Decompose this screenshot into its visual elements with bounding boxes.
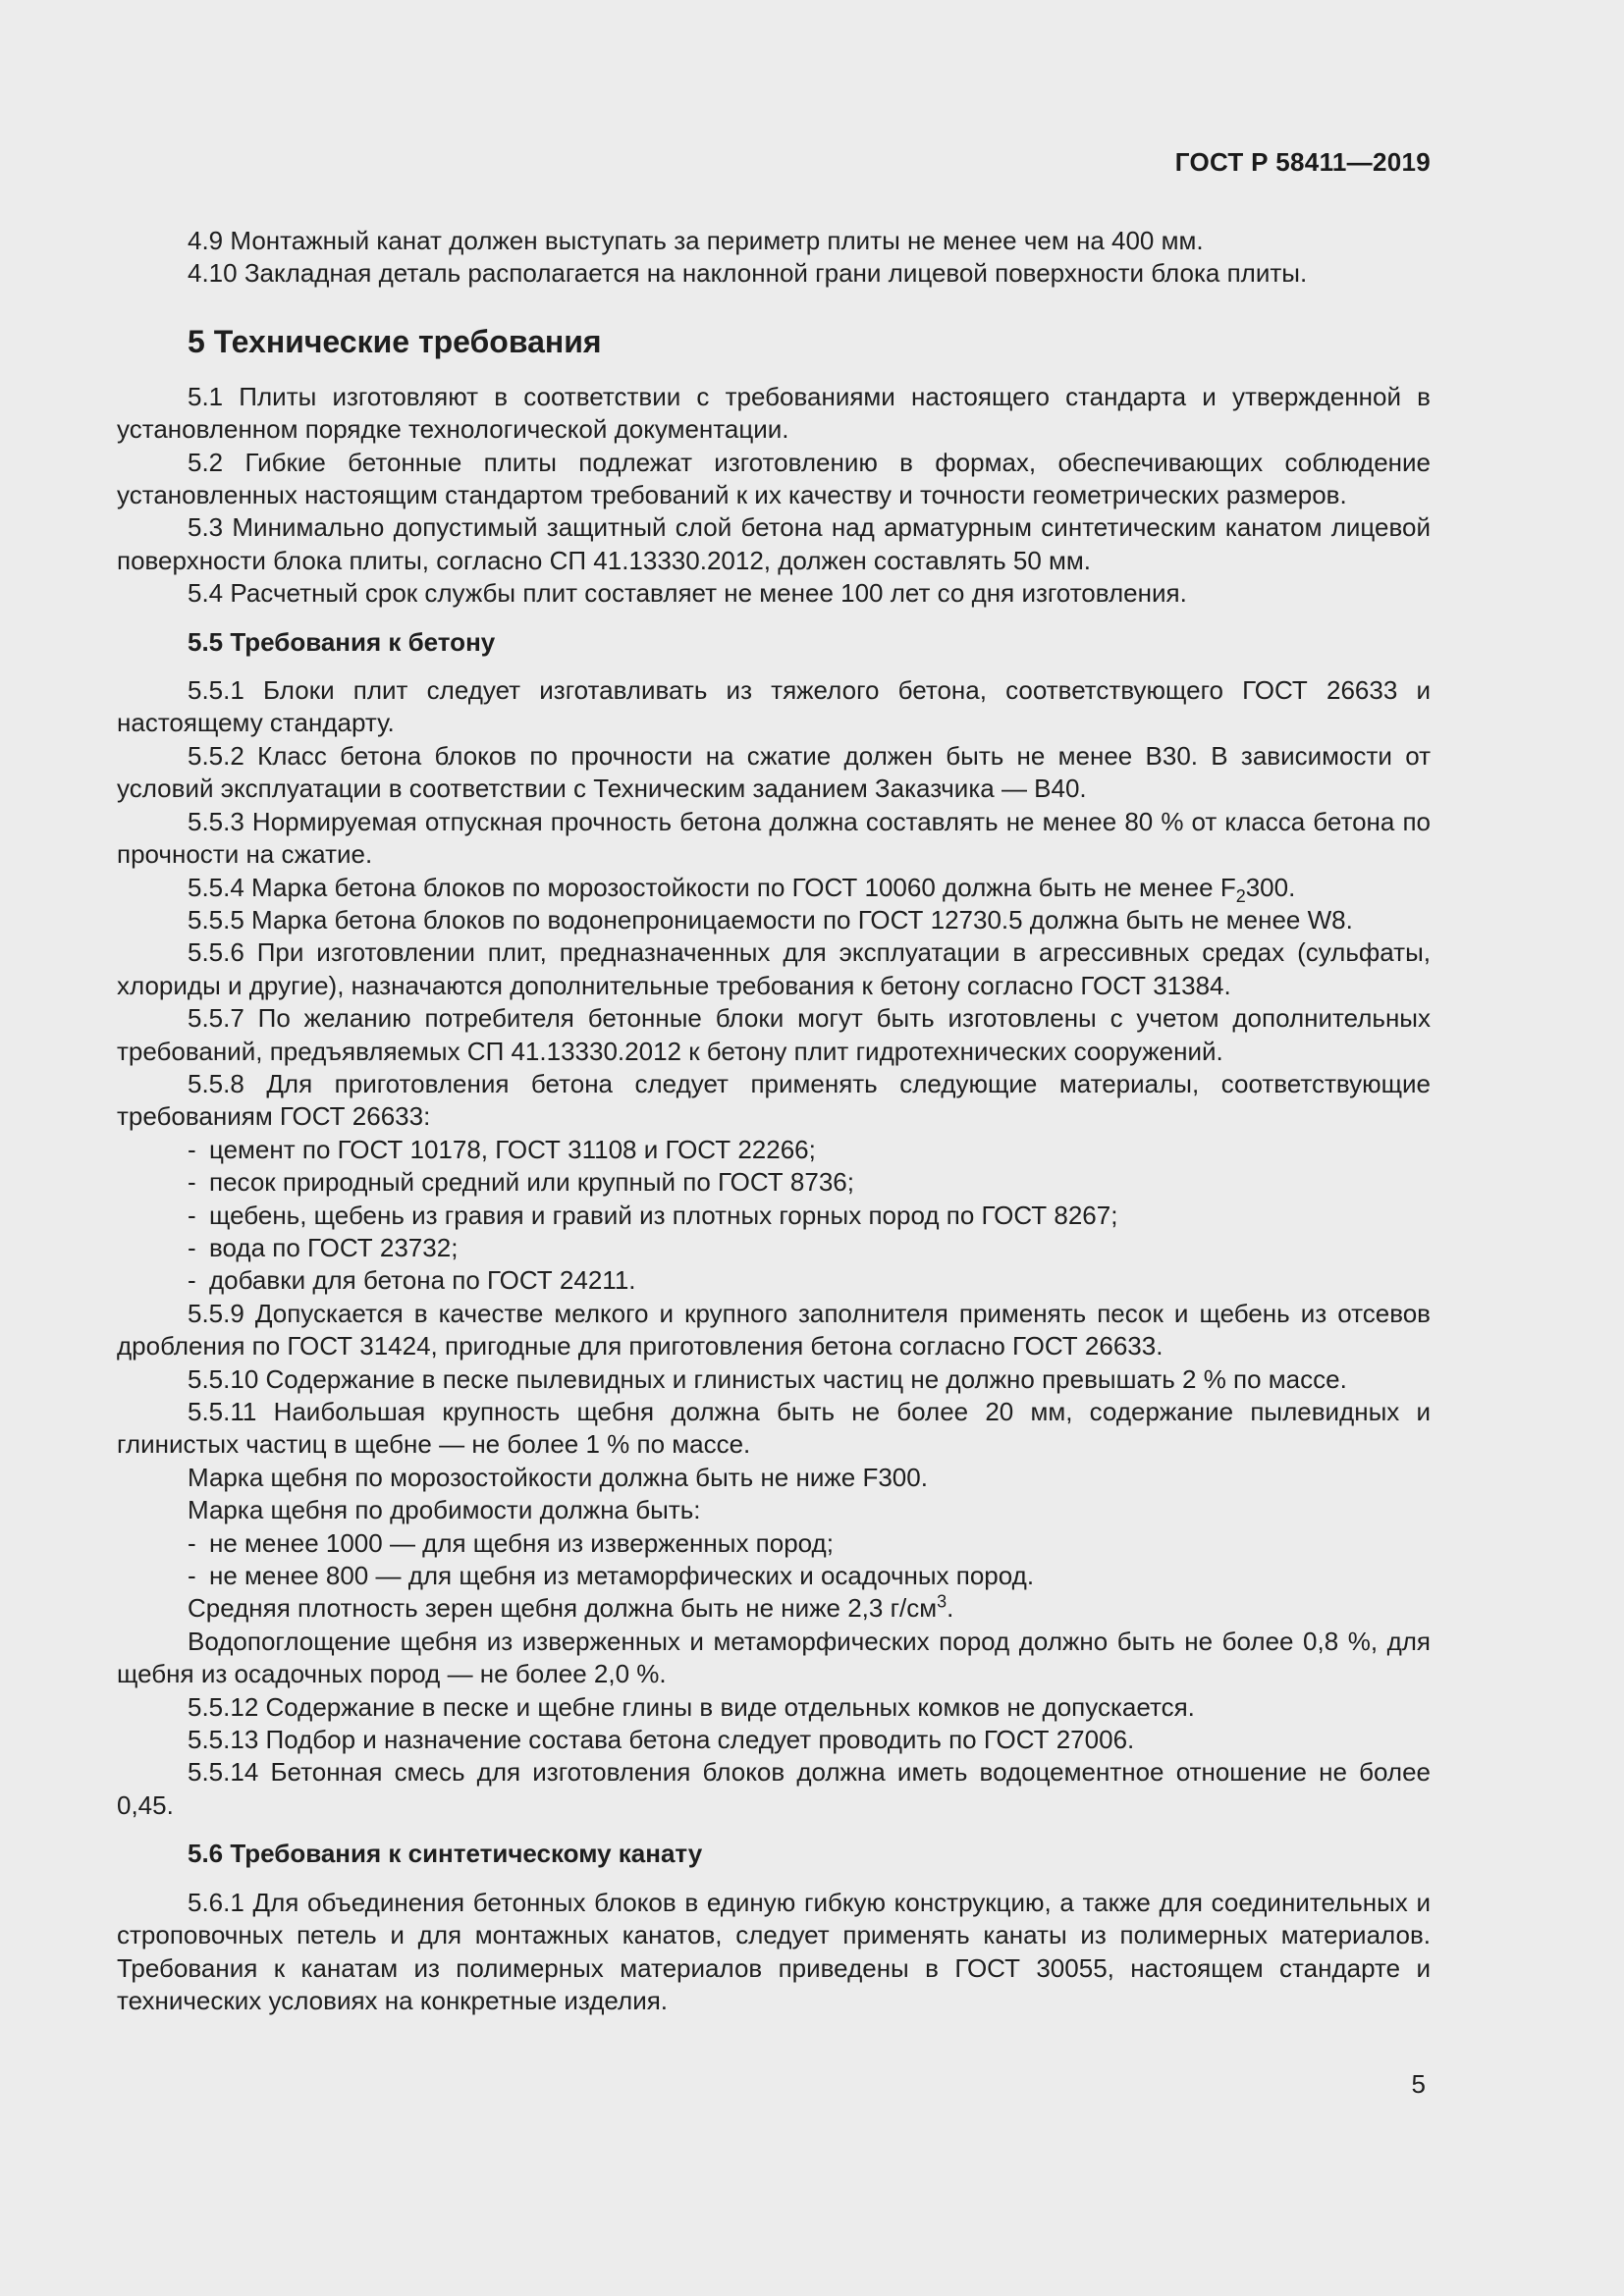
paragraph-frost: Марка щебня по морозостойкости должна быть не ниже F300. (188, 1462, 928, 1492)
list-dash: - (188, 1167, 196, 1198)
list-item (117, 1166, 1431, 1199)
list-item (117, 1560, 1431, 1592)
list-item-text: песок природный средний или крупный по ГОСТ 8736; (209, 1167, 854, 1198)
document-header: ГОСТ Р 58411—2019 (1174, 147, 1431, 177)
list-dash: - (188, 1200, 196, 1230)
list-item (117, 1134, 1431, 1166)
list-item (117, 1264, 1431, 1297)
paragraph-4-10: 4.10 Закладная деталь располагается на наклонной грани лицевой поверхности блока плиты. (188, 258, 1308, 289)
list-dash: - (188, 1134, 196, 1164)
frost-subscript: 2 (1235, 885, 1246, 906)
list-dash: - (188, 1232, 196, 1262)
paragraph-5-3: 5.3 Минимально допустимый защитный слой бетона над арматурным синтетическим канатом лицевой поверхности блока плиты, согласно СП 41.13330.2012, должен составлять 50 мм. (117, 512, 1431, 575)
document-body (117, 225, 1431, 2017)
list-item-text: не менее 800 — для щебня из метаморфических и осадочных пород. (209, 1561, 1035, 1591)
paragraph-5-5-4 (117, 872, 1431, 904)
paragraph-5-2: 5.2 Гибкие бетонные плиты подлежат изготовлению в формах, обеспечивающих соблюдение установленных настоящим стандартом требований к их качеству и точности геометрических размеров. (117, 447, 1431, 510)
paragraph-crush: Марка щебня по дробимости должна быть: (188, 1495, 701, 1525)
paragraph-5-5-7: 5.5.7 По желанию потребителя бетонные блоки могут быть изготовлены с учетом дополнительных требований, предъявляемых СП 41.13330.2012 к бетону плит гидротехнических сооружений. (117, 1003, 1431, 1066)
paragraph-5-1: 5.1 Плиты изготовляют в соответствии с требованиями настоящего стандарта и утвержденной в установленном порядке технологической документации. (117, 381, 1431, 445)
paragraph-5-5-8: 5.5.8 Для приготовления бетона следует применять следующие материалы, соответствующие требованиям ГОСТ 26633: (117, 1068, 1431, 1132)
list-item (117, 1527, 1431, 1560)
paragraph-5-6-1: 5.6.1 Для объединения бетонных блоков в единую гибкую конструкцию, а также для соединительных и строповочных петель и для монтажных канатов, следует применять канаты из полимерных материалов. Требования к канатам из полимерных материалов приведены в ГОСТ 30055, настоящем стандарте и технических условиях на конкретные изделия. (117, 1887, 1431, 2015)
list-dash: - (188, 1561, 196, 1591)
paragraph-5-5-13: 5.5.13 Подбор и назначение состава бетона следует проводить по ГОСТ 27006. (188, 1725, 1135, 1755)
density-superscript: 3 (937, 1591, 947, 1612)
paragraph-5-5-1: 5.5.1 Блоки плит следует изготавливать из тяжелого бетона, соответствующего ГОСТ 26633 и настоящему стандарту. (117, 675, 1431, 738)
list-item (117, 1200, 1431, 1232)
paragraph-5-5-14: 5.5.14 Бетонная смесь для изготовления блоков должна иметь водоцементное отношение не более 0,45. (117, 1757, 1431, 1820)
paragraph-5-5-3: 5.5.3 Нормируемая отпускная прочность бетона должна составлять не менее 80 % от класса бетона по прочности на сжатие. (117, 806, 1431, 870)
list-dash: - (188, 1265, 196, 1296)
subsection-5-6-title: 5.6 Требования к синтетическому канату (188, 1839, 703, 1869)
paragraph-density-text: Средняя плотность зерен щебня должна быть не ниже 2,3 г/см (188, 1593, 938, 1624)
paragraph-water: Водопоглощение щебня из изверженных и метаморфических пород должно быть не более 0,8 %, для щебня из осадочных пород — не более 2,0 %. (117, 1626, 1431, 1689)
paragraph-density-end: . (947, 1593, 954, 1624)
paragraph-5-5-9: 5.5.9 Допускается в качестве мелкого и крупного заполнителя применять песок и щебень из отсевов дробления по ГОСТ 31424, пригодные для приготовления бетона согласно ГОСТ 26633. (117, 1298, 1431, 1362)
paragraph-5-5-6: 5.5.6 При изготовлении плит, предназначенных для эксплуатации в агрессивных средах (сульфаты, хлориды и другие), назначаются дополнительные требования к бетону согласно ГОСТ 31384. (117, 937, 1431, 1000)
list-dash: - (188, 1527, 196, 1558)
list-item-text: цемент по ГОСТ 10178, ГОСТ 31108 и ГОСТ 22266; (209, 1134, 816, 1164)
list-item-text: щебень, щебень из гравия и гравий из плотных горных пород по ГОСТ 8267; (209, 1200, 1118, 1230)
paragraph-5-5-11: 5.5.11 Наибольшая крупность щебня должна быть не более 20 мм, содержание пылевидных и глинистых частиц в щебне — не более 1 % по массе. (117, 1397, 1431, 1460)
paragraph-5-5-10: 5.5.10 Содержание в песке пылевидных и глинистых частиц не должно превышать 2 % по массе. (188, 1363, 1347, 1394)
section-5-title: 5 Технические требования (188, 323, 602, 359)
paragraph-5-4: 5.4 Расчетный срок службы плит составляет не менее 100 лет со дня изготовления. (188, 578, 1187, 609)
list-item-text: добавки для бетона по ГОСТ 24211. (209, 1265, 636, 1296)
paragraph-5-5-5: 5.5.5 Марка бетона блоков по водонепроницаемости по ГОСТ 12730.5 должна быть не менее W8. (188, 904, 1353, 934)
paragraph-5-5-12: 5.5.12 Содержание в песке и щебне глины в виде отдельных комков не допускается. (188, 1691, 1195, 1722)
paragraph-density (117, 1592, 1431, 1625)
paragraph-5-5-2: 5.5.2 Класс бетона блоков по прочности на сжатие должен быть не менее В30. В зависимости от условий эксплуатации в соответствии с Техническим заданием Заказчика — В40. (117, 740, 1431, 804)
list-item-text: вода по ГОСТ 23732; (209, 1232, 459, 1262)
list-item (117, 1232, 1431, 1264)
page-number: 5 (1411, 2069, 1426, 2099)
list-item-text: не менее 1000 — для щебня из изверженных пород; (209, 1527, 834, 1558)
paragraph-5-5-4-value: 300. (1245, 872, 1296, 902)
paragraph-5-5-4-text: 5.5.4 Марка бетона блоков по морозостойкости по ГОСТ 10060 должна быть не менее F (188, 872, 1236, 902)
subsection-5-5-title: 5.5 Требования к бетону (188, 626, 496, 657)
paragraph-4-9: 4.9 Монтажный канат должен выступать за периметр плиты не менее чем на 400 мм. (188, 226, 1204, 255)
